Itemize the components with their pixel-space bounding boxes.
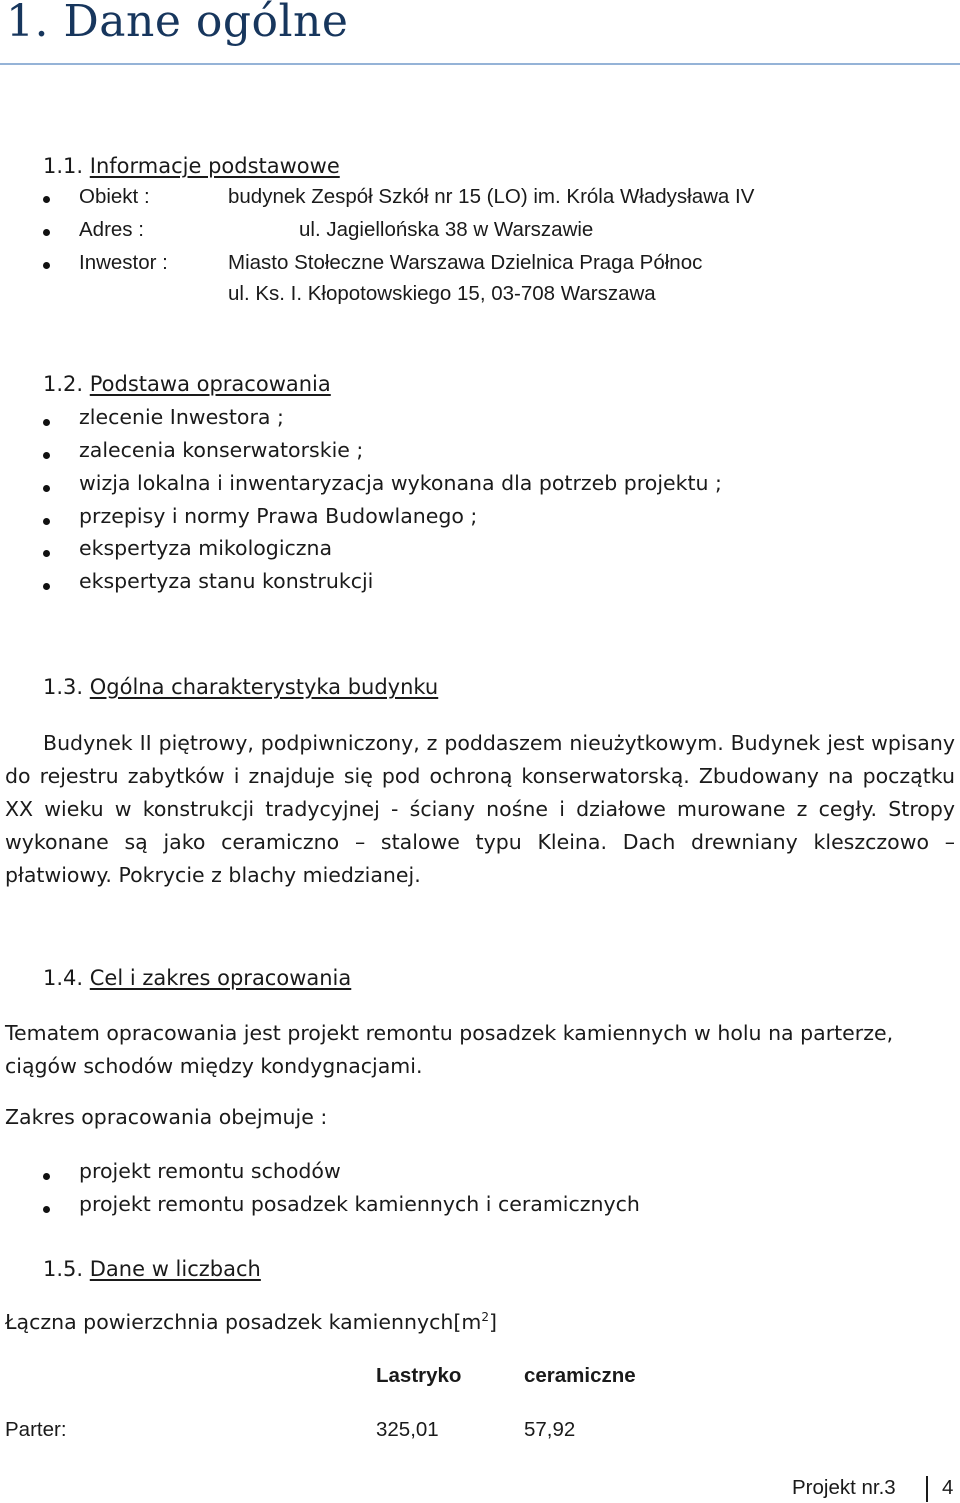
list-item: ekspertyza mikologiczna xyxy=(79,536,333,560)
row-label-parter: Parter: xyxy=(5,1418,67,1441)
section-1-1-heading xyxy=(43,154,340,178)
section-title: Ogólna charakterystyka budynku xyxy=(89,675,439,699)
list-item: projekt remontu schodów xyxy=(79,1159,341,1183)
bullet-icon xyxy=(43,518,50,525)
bullet-icon xyxy=(43,452,50,459)
unit-superscript: 2 xyxy=(481,1310,489,1325)
column-header-ceramiczne: ceramiczne xyxy=(524,1364,636,1387)
section-1-2-heading xyxy=(43,372,331,396)
total-area-text: Łączna powierzchnia posadzek kamiennych[m xyxy=(5,1310,482,1334)
inwestor-value: Miasto Stołeczne Warszawa Dzielnica Praga Północ xyxy=(228,251,703,274)
scope-paragraph: Tematem opracowania jest projekt remontu posadzek kamiennych w holu na parterze, ciągów schodów między kondygnacjami. xyxy=(5,1021,894,1078)
bullet-icon xyxy=(43,1206,50,1213)
bullet-icon xyxy=(43,229,50,236)
section-number: 1.5. xyxy=(43,1257,84,1281)
list-item: zlecenie Inwestora ; xyxy=(79,405,284,429)
scope-intro: Zakres opracowania obejmuje : xyxy=(5,1105,328,1129)
bullet-icon xyxy=(43,1173,50,1180)
bullet-icon xyxy=(43,262,50,269)
section-title: Cel i zakres opracowania xyxy=(89,966,352,990)
adres-label: Adres : xyxy=(79,218,144,241)
parter-lastryko-value: 325,01 xyxy=(376,1418,439,1441)
list-item: wizja lokalna i inwentaryzacja wykonana dla potrzeb projektu ; xyxy=(79,471,722,495)
title-rule xyxy=(0,63,960,65)
section-1-5-heading xyxy=(43,1257,261,1281)
list-item: projekt remontu posadzek kamiennych i ceramicznych xyxy=(79,1192,640,1216)
bullet-icon xyxy=(43,196,50,203)
bullet-icon xyxy=(43,419,50,426)
list-item: zalecenia konserwatorskie ; xyxy=(79,438,364,462)
obiekt-label: Obiekt : xyxy=(79,185,150,208)
building-description: Budynek II piętrowy, podpiwniczony, z poddaszem nieużytkowym. Budynek jest wpisany do rejestru zabytków i znajduje się pod ochroną konserwatorską. Zbudowany na początku XX wieku w konstrukcji tradycyjnej - ściany nośne i działowe murowane z cegły. Stropy wykonane są jako ceramiczno – stalowe typu Kleina. Dach drewniany kleszczowo – płatwiowy. Pokrycie z blachy miedzianej. xyxy=(5,731,955,887)
section-number: 1.1. xyxy=(43,154,84,178)
adres-value: ul. Jagiellońska 38 w Warszawie xyxy=(299,218,594,241)
bullet-icon xyxy=(43,485,50,492)
bullet-icon xyxy=(43,583,50,590)
bullet-icon xyxy=(43,550,50,557)
total-area-label xyxy=(5,1310,497,1334)
total-area-bracket: ] xyxy=(488,1310,497,1334)
page-title: 1. Dane ogólne xyxy=(6,0,349,47)
footer-divider xyxy=(926,1476,928,1502)
obiekt-value: budynek Zespół Szkół nr 15 (LO) im. Króla Władysława IV xyxy=(228,185,755,208)
list-item: ekspertyza stanu konstrukcji xyxy=(79,569,374,593)
inwestor-label: Inwestor : xyxy=(79,251,168,274)
inwestor-address: ul. Ks. I. Kłopotowskiego 15, 03-708 Warszawa xyxy=(228,282,656,305)
footer-project-label: Projekt nr.3 xyxy=(792,1476,896,1499)
section-title: Dane w liczbach xyxy=(89,1257,261,1281)
section-number: 1.4. xyxy=(43,966,84,990)
list-item: przepisy i normy Prawa Budowlanego ; xyxy=(79,504,478,528)
column-header-lastryko: Lastryko xyxy=(376,1364,462,1387)
section-number: 1.3. xyxy=(43,675,84,699)
page-number: 4 xyxy=(942,1476,954,1499)
section-1-3-heading xyxy=(43,675,438,699)
section-title: Informacje podstawowe xyxy=(89,154,340,178)
section-title: Podstawa opracowania xyxy=(89,372,331,396)
section-number: 1.2. xyxy=(43,372,84,396)
parter-ceramiczne-value: 57,92 xyxy=(524,1418,576,1441)
section-1-4-heading xyxy=(43,966,351,990)
